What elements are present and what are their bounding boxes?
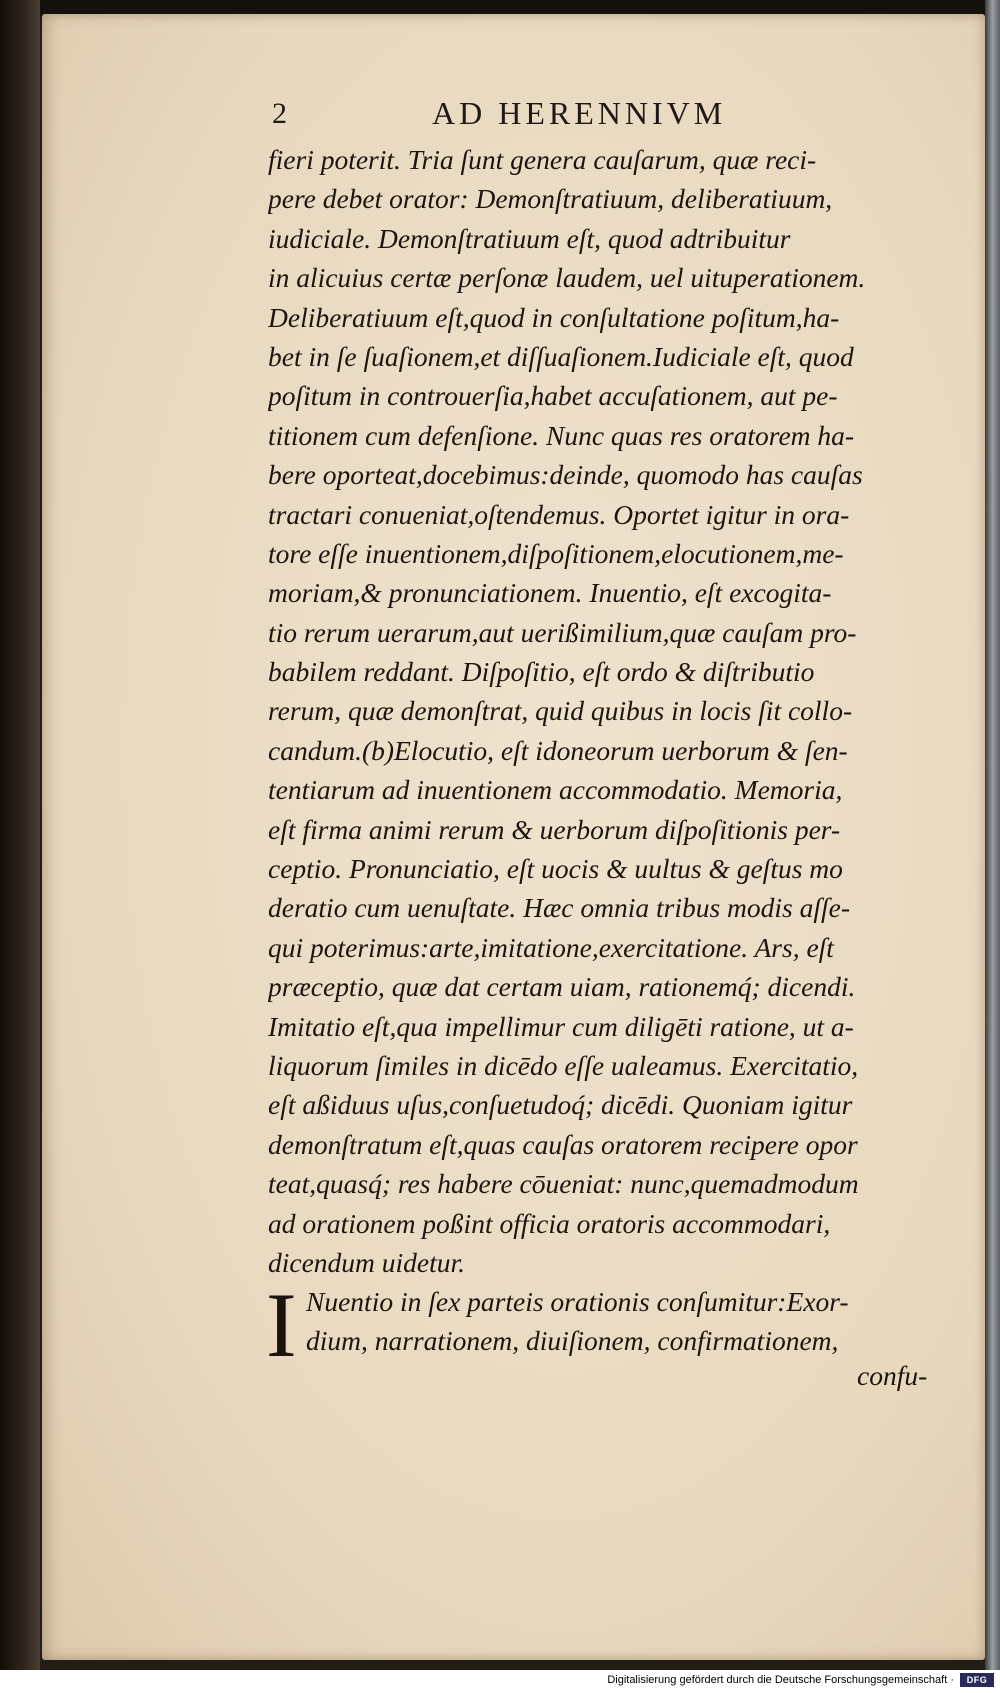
text-line: tentiarum ad inuentionem accommodatio. Memoria, bbox=[268, 774, 843, 806]
text-line: titionem cum defenſione. Nunc quas res oratorem ha- bbox=[268, 419, 855, 451]
text-line: ceptio. Pronunciatio, eſt uocis & uultus & geſtus mo bbox=[268, 853, 843, 885]
running-head: AD HERENNIVM bbox=[432, 95, 727, 131]
dfg-logo[interactable]: DFG bbox=[960, 1673, 994, 1687]
text-line: Deliberatiuum eſt,quod in conſultatione poſitum,ha- bbox=[268, 301, 840, 333]
text-line: liquorum ſimiles in dicēdo eſſe ualeamus. Exercitatio, bbox=[268, 1049, 859, 1081]
text-line: babilem reddant. Diſpoſitio, eſt ordo & diſtributio bbox=[268, 656, 815, 688]
drop-cap-initial: I bbox=[266, 1274, 297, 1376]
page-header bbox=[272, 95, 772, 135]
text-line: pere debet orator: Demonſtratiuum, deliberatiuum, bbox=[268, 183, 833, 215]
text-line: candum.(b)Elocutio, eſt idoneorum uerborum & ſen- bbox=[268, 734, 848, 766]
text-line: eſt firma animi rerum & uerborum diſpoſitionis per- bbox=[268, 813, 841, 845]
text-line: iudiciale. Demonſtratiuum eſt, quod adtribuitur bbox=[268, 222, 791, 254]
text-line: moriam,& pronunciationem. Inuentio, eſt excogita- bbox=[268, 577, 832, 609]
book-spine-edge bbox=[0, 0, 40, 1670]
text-line: in alicuius certæ perſonæ laudem, uel uituperationem. bbox=[268, 262, 866, 294]
text-line: ad orationem poßint officia oratoris accommodari, bbox=[268, 1207, 831, 1239]
digitization-credit: Digitalisierung gefördert durch die Deutsche Forschungsgemeinschaft · bbox=[607, 1674, 954, 1686]
text-line: tore eſſe inuentionem,diſpoſitionem,elocutionem,me- bbox=[268, 537, 844, 569]
text-line: qui poterimus:arte,imitatione,exercitatione. Ars, eſt bbox=[268, 931, 834, 963]
text-line: Imitatio eſt,qua impellimur cum diligēti ratione, ut a- bbox=[268, 1010, 854, 1042]
book-fore-edge bbox=[985, 0, 1000, 1670]
footer-bar bbox=[0, 1670, 1000, 1693]
text-line: poſitum in controuerſia,habet accuſationem, aut pe- bbox=[268, 380, 838, 412]
text-line: fieri poterit. Tria ſunt genera cauſarum, quæ reci- bbox=[268, 144, 817, 175]
text-line: demonſtratum eſt,quas cauſas oratorem recipere opor bbox=[268, 1128, 858, 1160]
page-number: 2 bbox=[272, 97, 287, 130]
text-line: Nuentio in ſex parteis orationis conſumitur:Exor- bbox=[306, 1286, 849, 1317]
text-line: bere oporteat,docebimus:deinde, quomodo has cauſas bbox=[268, 459, 863, 491]
text-line: tractari conueniat,oſtendemus. Oportet igitur in ora- bbox=[268, 498, 850, 530]
text-line: præceptio, quæ dat certam uiam, rationemq́; dicendi. bbox=[268, 971, 856, 1003]
text-line: bet in ſe ſuaſionem,et diſſuaſionem.Iudiciale eſt, quod bbox=[268, 340, 854, 372]
text-line: rerum, quæ demonſtrat, quid quibus in locis ſit collo- bbox=[268, 695, 853, 727]
text-line: eſt aßiduus uſus,conſuetudoq́; dicēdi. Quoniam igitur bbox=[268, 1089, 853, 1121]
text-line: dium, narrationem, diuiſionem, confirmationem, bbox=[306, 1325, 839, 1357]
text-line: teat,quasq́; res habere cōueniat: nunc,quemadmodum bbox=[268, 1168, 859, 1200]
catchword: confu- bbox=[857, 1360, 928, 1391]
main-paragraph bbox=[268, 140, 948, 1282]
text-line: tio rerum uerarum,aut uerißimilium,quæ cauſam pro- bbox=[268, 616, 857, 648]
text-line: dicendum uidetur. bbox=[268, 1246, 466, 1278]
text-line: deratio cum uenuſtate. Hæc omnia tribus modis aſſe- bbox=[268, 892, 851, 924]
